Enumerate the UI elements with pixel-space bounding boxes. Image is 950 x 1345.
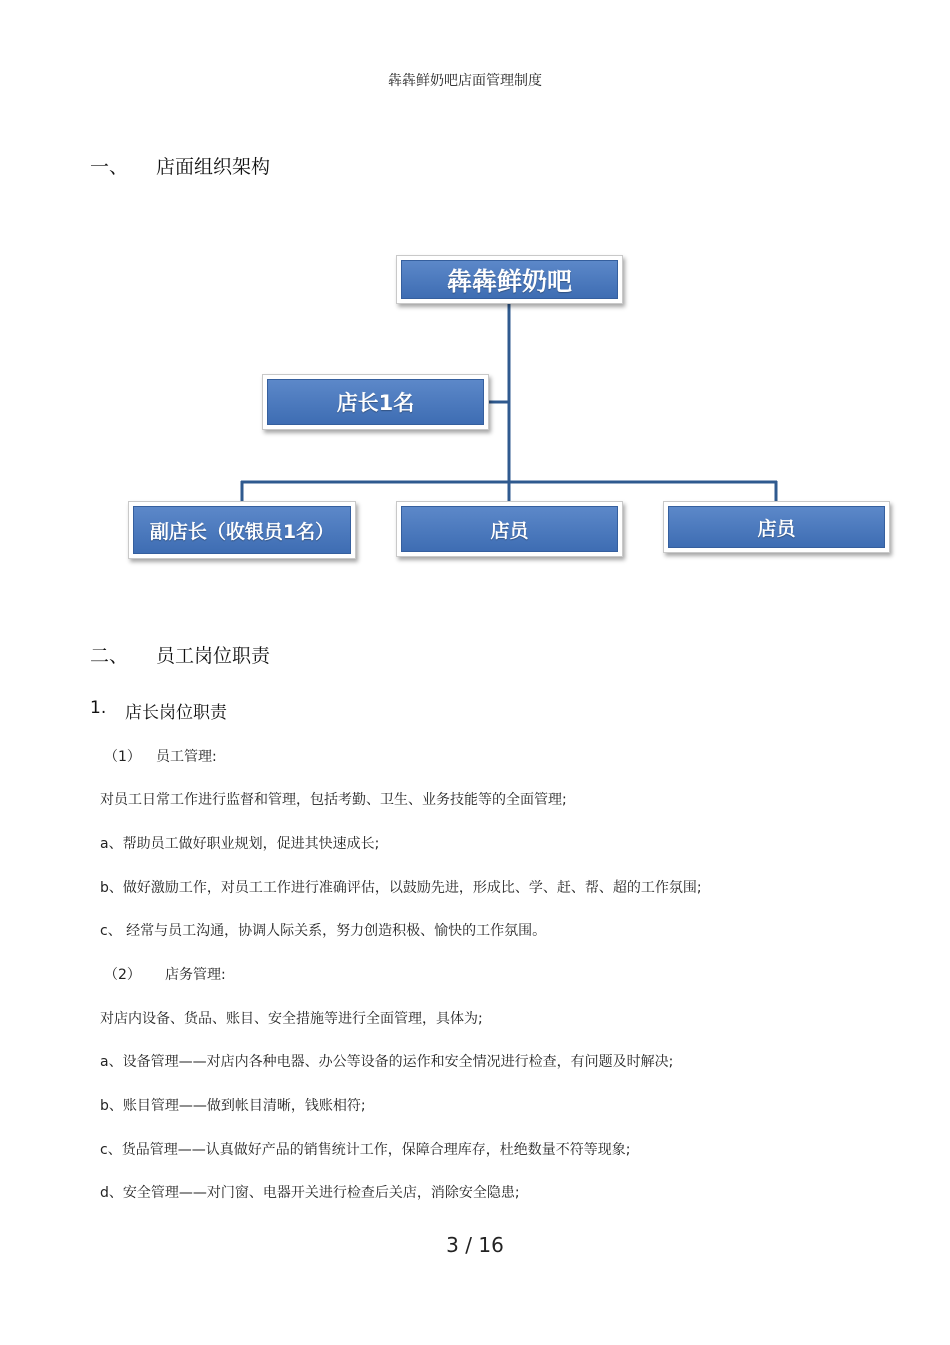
section-number: 二、 xyxy=(90,645,129,667)
subsection-title: 店长岗位职责 xyxy=(125,703,227,723)
subsection-number: 1. xyxy=(90,698,107,718)
org-node-manager-label: 店长1名 xyxy=(267,379,484,425)
org-node-staff xyxy=(396,501,623,557)
page-number: 3 / 16 xyxy=(446,1233,504,1257)
org-node-staff xyxy=(663,501,890,553)
item-number: （1） xyxy=(104,749,141,765)
paragraph-line: c、货品管理——认真做好产品的销售统计工作，保障合理库存，杜绝数量不符等现象; xyxy=(100,1142,631,1158)
paragraph-line: c、 经常与员工沟通，协调人际关系，努力创造积极、愉快的工作氛围。 xyxy=(100,923,547,939)
item-title: 员工管理: xyxy=(156,749,217,765)
section-title: 店面组织架构 xyxy=(156,156,271,178)
item-heading xyxy=(104,964,226,984)
paragraph-line: 对员工日常工作进行监督和管理，包括考勤、卫生、业务技能等的全面管理; xyxy=(100,792,567,808)
org-node-deputy-label: 副店长（收银员1名） xyxy=(133,506,351,554)
org-node-deputy xyxy=(128,501,356,559)
paragraph-line: b、做好激励工作，对员工工作进行准确评估，以鼓励先进，形成比、学、赶、帮、超的工作氛围; xyxy=(100,880,702,896)
paragraph-line: b、账目管理——做到帐目清晰，钱账相符; xyxy=(100,1098,366,1114)
org-node-top xyxy=(396,255,623,304)
section-title: 员工岗位职责 xyxy=(156,645,271,667)
paragraph-line: a、设备管理——对店内各种电器、办公等设备的运作和安全情况进行检查，有问题及时解决; xyxy=(100,1054,674,1070)
paragraph-line: a、帮助员工做好职业规划，促进其快速成长; xyxy=(100,836,380,852)
subsection-heading xyxy=(90,698,227,723)
org-node-staff-label: 店员 xyxy=(401,506,618,552)
section-number: 一、 xyxy=(90,156,129,178)
org-node-staff-label: 店员 xyxy=(668,506,885,548)
item-number: （2） xyxy=(104,967,141,983)
paragraph-line: d、安全管理——对门窗、电器开关进行检查后关店，消除安全隐患; xyxy=(100,1185,520,1201)
item-heading xyxy=(104,746,217,766)
paragraph-line: 对店内设备、货品、账目、安全措施等进行全面管理，具体为; xyxy=(100,1011,483,1027)
org-node-top-label: 犇犇鲜奶吧 xyxy=(401,260,618,299)
document-header: 犇犇鲜奶吧店面管理制度 xyxy=(388,73,542,89)
item-title: 店务管理: xyxy=(165,967,226,983)
org-node-manager xyxy=(262,374,489,430)
